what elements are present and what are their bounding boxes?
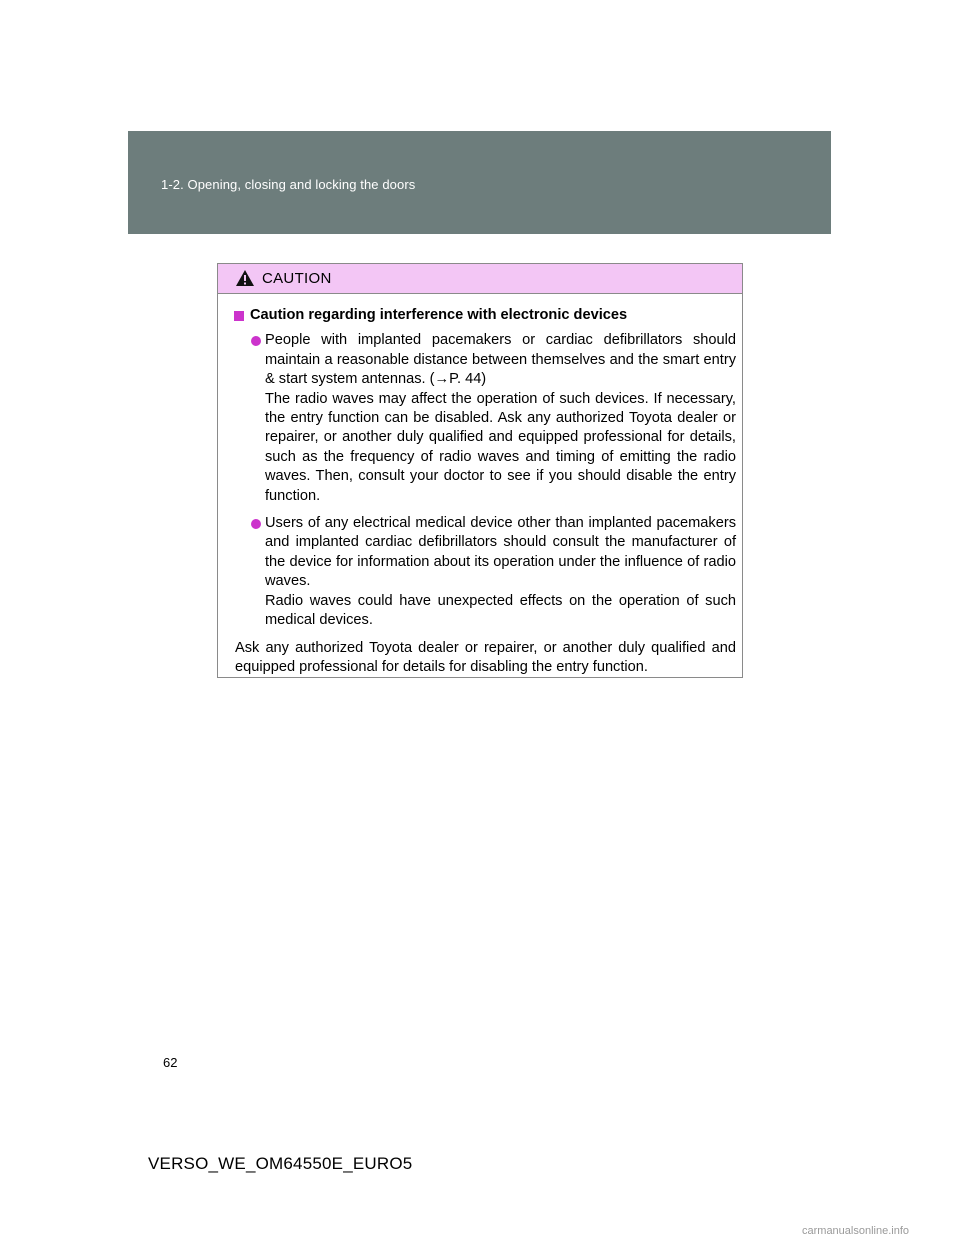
bullet-item bbox=[234, 331, 736, 506]
circle-bullet-icon bbox=[251, 519, 261, 529]
caution-header bbox=[218, 264, 742, 294]
bullet-paragraph: Users of any electrical medical device other than implanted pacemakers and implanted cardiac defibrillators should consult the manufacturer of the device for information about its operation under the influence of radio waves. bbox=[265, 515, 736, 590]
page-number: 62 bbox=[163, 1055, 178, 1070]
bullet-paragraph: Radio waves could have unexpected effects on the operation of such medical devices. bbox=[265, 592, 736, 629]
section-heading: Caution regarding interference with electronic devices bbox=[234, 306, 736, 325]
warning-triangle-icon bbox=[235, 269, 255, 287]
bullet-item bbox=[234, 514, 736, 630]
document-code: VERSO_WE_OM64550E_EURO5 bbox=[148, 1154, 413, 1173]
bullet-paragraph: People with implanted pacemakers or cardiac defibrillators should maintain a reasonable distance between themselves and the smart entry & start system antennas. (→P. 44) bbox=[265, 332, 736, 388]
bullet-paragraph: The radio waves may affect the operation of such devices. If necessary, the entry function can be disabled. Ask any authorized Toyota dealer or repairer, or another duly qualified and equipped professional for details, such as the frequency of radio waves and timing of emitting the radio waves. Then, consult your doctor to see if you should disable the entry function. bbox=[265, 390, 736, 504]
caution-box bbox=[217, 263, 743, 678]
caution-title: CAUTION bbox=[262, 270, 332, 287]
watermark: carmanualsonline.info bbox=[802, 1225, 910, 1237]
caution-body bbox=[218, 294, 742, 677]
circle-bullet-icon bbox=[251, 336, 261, 346]
section-title: 1-2. Opening, closing and locking the doors bbox=[161, 177, 416, 192]
closing-paragraph: Ask any authorized Toyota dealer or repairer, or another duly qualified and equipped professional for details for disabling the entry function. bbox=[235, 639, 736, 675]
square-bullet-icon bbox=[234, 311, 244, 321]
header-band bbox=[128, 131, 831, 234]
